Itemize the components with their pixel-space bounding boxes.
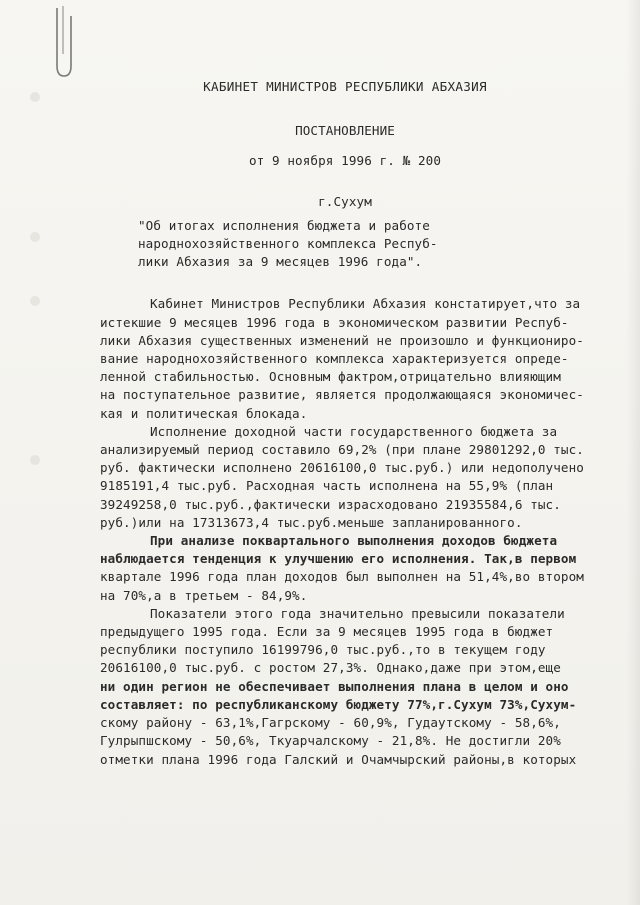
body-line: 9185191,4 тыс.руб. Расходная часть исполнена на 55,9% (план xyxy=(100,478,554,494)
document-body xyxy=(100,70,590,769)
date-number: от 9 ноября 1996 г. № 200 xyxy=(248,153,442,169)
body-line: Показатели этого года значительно превысили показатели xyxy=(150,605,565,621)
body-line: руб.)или на 17313673,4 тыс.руб.меньше запланированного. xyxy=(100,514,523,530)
body-line: на 70%,а в третьем - 84,9%. xyxy=(100,587,308,603)
body-line: составляет: по республиканскому бюджету 77%,г.Сухум 73%,Сухум- xyxy=(100,696,577,712)
paragraph-1 xyxy=(100,295,590,422)
resolution-title xyxy=(138,217,590,272)
body-line: 20616100,0 тыс.руб. с ростом 27,3%. Однако,даже при этом,еще xyxy=(100,660,561,676)
body-line: Исполнение доходной части государственного бюджета за xyxy=(150,423,558,439)
title-line: народнохозяйственного комплекса Респуб- xyxy=(138,236,438,252)
punch-hole-mark xyxy=(30,296,40,306)
body-line: наблюдается тенденция к улучшению его исполнения. Так,в первом xyxy=(100,551,577,567)
punch-hole-mark xyxy=(30,232,40,242)
punch-hole-mark xyxy=(30,92,40,102)
body-line: вание народнохозяйственного комплекса характеризуется опреде- xyxy=(100,351,569,367)
body-line: ленной стабильностью. Основным фактром,отрицательно влияющим xyxy=(100,369,561,385)
title-line: лики Абхазия за 9 месяцев 1996 года". xyxy=(138,254,423,270)
paper-clip-icon xyxy=(52,6,74,80)
body-line: скому району - 63,1%,Гагрскому - 60,9%, Гудаутскому - 58,6%, xyxy=(100,715,561,731)
body-line: анализируемый период составило 69,2% (при плане 29801292,0 тыс. xyxy=(100,442,584,458)
page-edge-shadow xyxy=(626,0,640,905)
paragraph-4 xyxy=(100,605,590,769)
body-line: истекшие 9 месяцев 1996 года в экономическом развитии Респуб- xyxy=(100,314,569,330)
body-line: Кабинет Министров Республики Абхазия констатирует,что за xyxy=(150,296,581,312)
punch-hole-mark xyxy=(30,455,40,465)
paragraph-3 xyxy=(100,532,590,605)
body-line: Гулрыпшскому - 50,6%, Ткуарчалскому - 21,8%. Не достигли 20% xyxy=(100,733,561,749)
paragraph-2 xyxy=(100,423,590,532)
body-line: отметки плана 1996 года Галский и Очамчырский районы,в которых xyxy=(100,751,577,767)
body-line: ни один регион не обеспечивает выполнения плана в целом и оно xyxy=(100,678,569,694)
body-line: на поступательное развитие, является продолжающаяся экономичес- xyxy=(100,387,584,403)
body-line: При анализе поквартального выполнения доходов бюджета xyxy=(150,533,558,549)
body-line: руб. фактически исполнено 20616100,0 тыс.руб.) или недополучено xyxy=(100,460,584,476)
document-type: ПОСТАНОВЛЕНИЕ xyxy=(295,123,395,139)
body-line: квартале 1996 года план доходов был выполнен на 51,4%,во втором xyxy=(100,569,584,585)
document-header xyxy=(100,78,590,211)
body-line: 39249258,0 тыс.руб.,фактически израсходовано 21935584,6 тыс. xyxy=(100,496,561,512)
body-line: лики Абхазия существенных изменений не произошло и функциониро- xyxy=(100,332,584,348)
body-line: республики поступило 16199796,0 тыс.руб.,то в текущем году xyxy=(100,642,546,658)
city: г.Сухум xyxy=(318,193,372,209)
body-line: предыдущего 1995 года. Если за 9 месяцев 1995 года в бюджет xyxy=(100,624,554,640)
title-line: "Об итогах исполнения бюджета и работе xyxy=(138,217,430,233)
government-name: КАБИНЕТ МИНИСТРОВ РЕСПУБЛИКИ АБХАЗИЯ xyxy=(203,79,487,94)
body-line: кая и политическая блокада. xyxy=(100,405,308,421)
